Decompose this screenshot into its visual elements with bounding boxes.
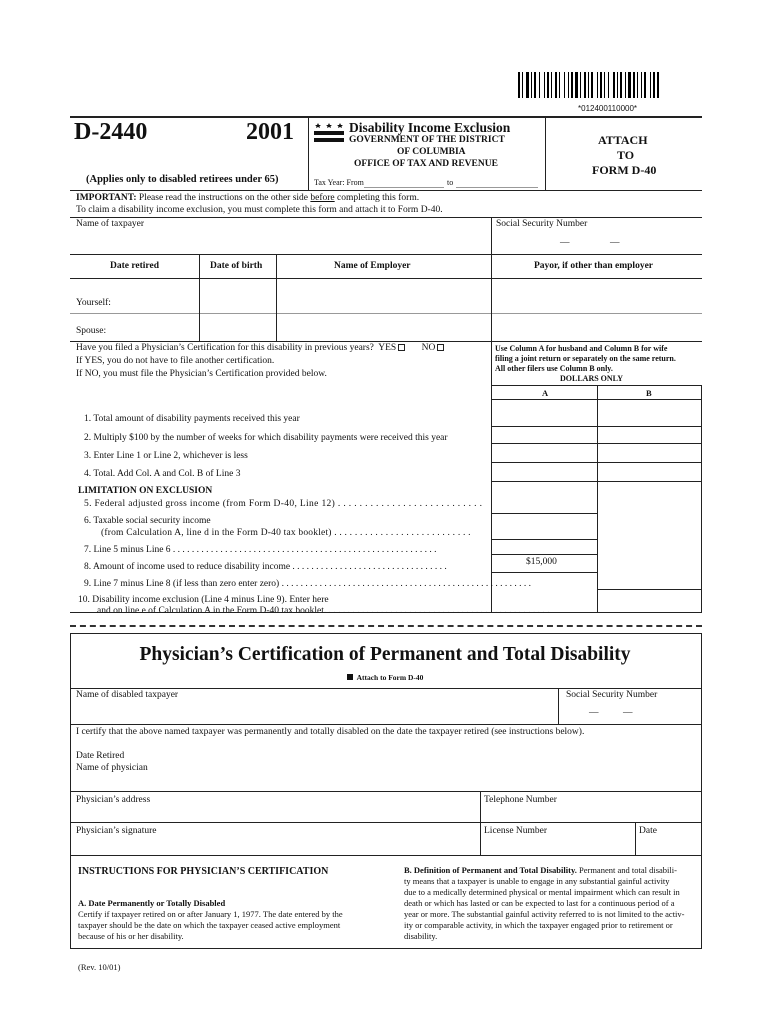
physician-signature-field[interactable] xyxy=(72,838,478,854)
line-6a-label: 6. Taxable social security income xyxy=(84,516,211,526)
agency-line-3: OFFICE OF TAX AND REVENUE xyxy=(354,159,498,169)
tax-year-from-field[interactable] xyxy=(364,187,444,188)
line-7-field[interactable] xyxy=(493,541,596,553)
line-1-label: 1. Total amount of disability payments received this year xyxy=(84,414,300,424)
line-8-label: 8. Amount of income used to reduce disability income . . . . . . . . . . . . . . . . . . . . . . . . . . . . . . . . . xyxy=(84,562,447,572)
line-10a-label: 10. Disability income exclusion (Line 4 minus Line 9). Enter here xyxy=(78,595,329,605)
important-text-before: Please read the instructions on the other side xyxy=(136,193,311,203)
barcode-bar xyxy=(539,72,540,98)
date-retired-field[interactable] xyxy=(140,749,540,761)
barcode-bar xyxy=(544,72,545,98)
physician-name-label: Name of physician xyxy=(76,763,148,773)
instruction-b-line-3: due to a medically determined physical or mental impairment which can result in xyxy=(404,887,680,897)
barcode xyxy=(518,72,700,98)
cert-name-top-rule xyxy=(70,688,702,689)
taxpayer-name-field[interactable] xyxy=(72,230,490,252)
tax-year-from-label: Tax Year: From xyxy=(314,178,364,187)
table-bottom-rule xyxy=(70,341,702,342)
physician-question-line-2: If YES, you do not have to file another certification. xyxy=(76,356,275,366)
cert-name-label: Name of disabled taxpayer xyxy=(76,690,179,700)
taxpayer-top-rule xyxy=(70,217,702,218)
license-label: License Number xyxy=(484,826,548,836)
physician-question-text: Have you filed a Physician’s Certification for this disability in previous years? xyxy=(76,343,374,353)
line-5-rule xyxy=(491,513,597,514)
cert-top-rule xyxy=(70,633,702,634)
taxpayer-ssn-divider xyxy=(491,217,492,254)
column-note-line-1: Use Column A for husband and Column B for wife xyxy=(495,344,668,353)
line-3-col-a-field[interactable] xyxy=(493,445,596,461)
physician-name-field[interactable] xyxy=(72,775,700,790)
line-2-col-b-field[interactable] xyxy=(599,428,700,442)
instruction-a-heading: A. Date Permanently or Totally Disabled xyxy=(78,898,226,908)
line-10b-label: and on line e of Calculation A in the Form D-40 tax booklet. . . . . . . . . . . . . . . . . . . . . . . . . . . . . . . . . . . . . . . . . . . . . . . . xyxy=(97,606,550,616)
signature-rule xyxy=(70,855,702,856)
cert-ssn-label: Social Security Number xyxy=(566,690,658,700)
barcode-bar xyxy=(617,72,618,98)
col-payor: Payor, if other than employer xyxy=(534,261,654,271)
tax-year-to-label: to xyxy=(447,178,454,187)
attach-line-3: FORM D-40 xyxy=(592,163,657,177)
instruction-b-line-1 xyxy=(404,865,677,875)
instruction-b-line-6: ity or comparable activity, in which the taxpayer engaged prior to retirement or xyxy=(404,920,673,930)
form-year: 2001 xyxy=(246,119,294,145)
certification-attach-text: Attach to Form D-40 xyxy=(356,673,424,682)
yes-label: YES xyxy=(378,343,397,353)
form-number: D-2440 xyxy=(74,119,148,145)
barcode-bar xyxy=(568,72,569,98)
barcode-bar xyxy=(564,72,565,98)
barcode-bar xyxy=(575,72,578,98)
ssn-dash-1: — xyxy=(560,238,570,248)
line-8-rule xyxy=(491,572,597,573)
line-3-rule xyxy=(491,462,702,463)
address-rule xyxy=(70,822,702,823)
taxpayer-ssn-field[interactable] xyxy=(494,230,700,252)
instruction-a-line-3: because of his or her disability. xyxy=(78,931,184,941)
barcode-bar xyxy=(555,72,557,98)
column-note-dollars: DOLLARS ONLY xyxy=(560,374,624,383)
physician-address-field[interactable] xyxy=(72,807,478,821)
header-bottom-rule xyxy=(70,190,702,191)
cert-ssn-divider xyxy=(558,688,559,724)
line-10-field[interactable] xyxy=(599,591,700,611)
columns-header-bottom-rule xyxy=(491,399,702,400)
line-5-field[interactable] xyxy=(493,496,596,512)
barcode-bar xyxy=(580,72,581,98)
line-9-field[interactable] xyxy=(599,574,700,588)
date-retired-label: Date Retired xyxy=(76,751,125,761)
barcode-bar xyxy=(628,72,631,98)
ssn-dash-2: — xyxy=(610,238,620,248)
header-divider-2 xyxy=(545,116,546,190)
line-1-col-a-field[interactable] xyxy=(493,401,596,425)
barcode-bar xyxy=(591,72,593,98)
cert-ssn-dash-1: — xyxy=(589,708,599,718)
line-3-label: 3. Enter Line 1 or Line 2, whichever is less xyxy=(84,451,248,461)
barcode-bar xyxy=(526,72,529,98)
dc-flag-icon xyxy=(314,122,344,144)
important-text-after: completing this form. xyxy=(334,193,420,203)
line-4-field[interactable] xyxy=(599,464,700,480)
important-note xyxy=(76,193,419,203)
barcode-bar xyxy=(620,72,622,98)
physician-signature-label: Physician’s signature xyxy=(76,826,157,836)
barcode-bar xyxy=(650,72,651,98)
spouse-employer-field[interactable] xyxy=(278,315,490,340)
barcode-bar xyxy=(547,72,549,98)
certify-statement: I certify that the above named taxpayer was permanently and totally disabled on the date the taxpayer retired (see instructions below). xyxy=(76,727,585,737)
table-top-rule xyxy=(70,254,702,255)
physician-question-line-1 xyxy=(76,343,444,353)
no-label: NO xyxy=(421,343,436,353)
barcode-bar xyxy=(625,72,626,98)
telephone-field[interactable] xyxy=(483,807,700,821)
tax-year-to-field[interactable] xyxy=(456,187,538,188)
yourself-date-retired-field[interactable] xyxy=(72,280,198,312)
instruction-b-heading: B. Definition of Permanent and Total Disability. xyxy=(404,865,577,875)
line-2-col-a-field[interactable] xyxy=(493,428,596,442)
barcode-bar xyxy=(588,72,589,98)
instruction-a-line-2: taxpayer should be the date on which the taxpayer ceased active employment xyxy=(78,920,341,930)
form-title: Disability Income Exclusion xyxy=(349,120,511,135)
col-date-retired: Date retired xyxy=(110,261,159,271)
attach-line-1: ATTACH xyxy=(598,133,648,147)
table-row-rule xyxy=(70,313,702,314)
yourself-date-of-birth-field[interactable] xyxy=(201,280,275,312)
row-yourself-label: Yourself: xyxy=(76,298,111,308)
line-7-label: 7. Line 5 minus Line 6 . . . . . . . . . . . . . . . . . . . . . . . . . . . . . . . . . . . . . . . . . . . . . . . . . . . . . . . . xyxy=(84,545,437,555)
square-bullet-icon xyxy=(347,674,353,680)
telephone-label: Telephone Number xyxy=(484,795,557,805)
yes-checkbox[interactable] xyxy=(398,344,405,351)
col-ab-divider xyxy=(597,385,598,612)
col-b-header: B xyxy=(646,388,652,398)
header-top-rule xyxy=(70,116,702,118)
instruction-b-line-4: death or which has lasted or can be expected to last for a continuous period of a xyxy=(404,898,675,908)
line-6-rule xyxy=(491,539,597,540)
instructions-heading: INSTRUCTIONS FOR PHYSICIAN’S CERTIFICATION xyxy=(78,866,329,877)
barcode-bar xyxy=(644,72,646,98)
taxpayer-name-label: Name of taxpayer xyxy=(76,219,145,229)
important-text-underlined: before xyxy=(310,193,335,203)
important-line-2: To claim a disability income exclusion, you must complete this form and attach it to Form D-40. xyxy=(76,205,443,215)
cert-ssn-dash-2: — xyxy=(623,708,633,718)
barcode-bar xyxy=(653,72,655,98)
physician-name-rule xyxy=(70,791,702,792)
certification-attach-note xyxy=(0,673,770,682)
barcode-bar xyxy=(604,72,605,98)
line-8-value: $15,000 xyxy=(526,557,557,567)
date-field[interactable] xyxy=(638,838,700,854)
barcode-bar xyxy=(633,72,635,98)
instruction-b-line-7: disability. xyxy=(404,931,438,941)
barcode-bar xyxy=(522,72,523,98)
physician-address-label: Physician’s address xyxy=(76,795,151,805)
physician-question-line-3: If NO, you must file the Physician’s Certification provided below. xyxy=(76,369,327,379)
attach-line-2: TO xyxy=(617,148,635,162)
cert-bottom-rule xyxy=(70,948,702,949)
spouse-payor-field[interactable] xyxy=(493,315,701,340)
line-3-col-b-field[interactable] xyxy=(599,445,700,461)
barcode-bar xyxy=(518,72,520,98)
barcode-bar xyxy=(584,72,586,98)
barcode-bar xyxy=(531,72,532,98)
cert-ssn-bottom-rule xyxy=(70,724,702,725)
line-1-rule xyxy=(491,426,702,427)
no-checkbox[interactable] xyxy=(437,344,444,351)
instruction-b-line-2: ty means that a taxpayer is unable to engage in any substantial gainful activity xyxy=(404,876,670,886)
row-spouse-label: Spouse: xyxy=(76,326,107,336)
cut-line xyxy=(70,625,702,627)
barcode-bar xyxy=(551,72,552,98)
line-9-label: 9. Line 7 minus Line 8 (if less than zero enter zero) . . . . . . . . . . . . . . . . . . . . . . . . . . . . . . . . . . . . . . . . . . . . . . . . . . . . . xyxy=(84,579,531,589)
line-2-label: 2. Multiply $100 by the number of weeks for which disability payments were received this year xyxy=(84,433,448,443)
barcode-bar xyxy=(657,72,659,98)
instruction-b-line-5: year or more. The substantial gainful activity referred to is not limited to the activ- xyxy=(404,909,685,919)
table-divider-1 xyxy=(199,254,200,341)
barcode-bar xyxy=(608,72,609,98)
barcode-bar xyxy=(641,72,642,98)
barcode-bar xyxy=(600,72,602,98)
barcode-bar xyxy=(613,72,615,98)
col-a-header: A xyxy=(542,388,549,398)
telephone-divider xyxy=(480,791,481,855)
line-7-rule xyxy=(491,554,597,555)
column-note-line-3: All other filers use Column B only. xyxy=(495,364,613,373)
taxpayer-ssn-label: Social Security Number xyxy=(496,219,588,229)
table-header-rule xyxy=(70,278,702,279)
lines-bottom-rule xyxy=(70,612,702,613)
column-note-line-2: filing a joint return or separately on the same return. xyxy=(495,354,676,363)
date-divider xyxy=(635,822,636,855)
col-date-of-birth: Date of birth xyxy=(210,261,263,271)
line-9-rule xyxy=(597,589,702,590)
license-field[interactable] xyxy=(483,838,633,854)
instruction-b-text-1: Permanent and total disabili- xyxy=(576,865,677,875)
agency-line-1: GOVERNMENT OF THE DISTRICT xyxy=(349,135,505,145)
line-6-field[interactable] xyxy=(493,522,596,538)
line-4-rule xyxy=(491,481,702,482)
date-label: Date xyxy=(639,826,657,836)
instruction-a-line-1: Certify if taxpayer retired on or after January 1, 1977. The date entered by the xyxy=(78,909,343,919)
barcode-bar xyxy=(637,72,638,98)
cert-ssn-field[interactable] xyxy=(561,702,700,722)
barcode-bar xyxy=(534,72,536,98)
important-label: IMPORTANT: xyxy=(76,193,137,203)
barcode-bar xyxy=(571,72,573,98)
agency-line-2: OF COLUMBIA xyxy=(397,147,466,157)
certification-title: Physician’s Certification of Permanent and Total Disability xyxy=(139,644,631,665)
col-b-right-border xyxy=(701,385,702,612)
line-4-label: 4. Total. Add Col. A and Col. B of Line 3 xyxy=(84,469,241,479)
cert-name-field[interactable] xyxy=(72,702,556,722)
yourself-employer-field[interactable] xyxy=(278,280,490,312)
col-employer: Name of Employer xyxy=(334,261,411,271)
table-divider-3 xyxy=(491,254,492,341)
revision-note: (Rev. 10/01) xyxy=(78,962,121,972)
header-divider-1 xyxy=(308,116,309,190)
barcode-bar xyxy=(597,72,598,98)
table-divider-2 xyxy=(276,254,277,341)
line-2-rule xyxy=(491,443,702,444)
barcode-text: *012400110000* xyxy=(578,104,638,113)
yourself-payor-field[interactable] xyxy=(493,280,701,312)
spouse-date-of-birth-field[interactable] xyxy=(201,315,275,340)
spouse-date-retired-field[interactable] xyxy=(72,315,198,340)
line-1-col-b-field[interactable] xyxy=(599,401,700,425)
line-6b-label: (from Calculation A, line d in the Form D-40 tax booklet) . . . . . . . . . . . . . . . . . . . . . . . . . . . xyxy=(101,528,471,538)
applies-note: (Applies only to disabled retirees under 65) xyxy=(86,174,279,185)
line-5-label: 5. Federal adjusted gross income (from Form D-40, Line 12) . . . . . . . . . . . . . . . . . . . . . . . . . . . xyxy=(84,499,483,509)
limitation-heading: LIMITATION ON EXCLUSION xyxy=(78,486,213,496)
barcode-bar xyxy=(559,72,560,98)
